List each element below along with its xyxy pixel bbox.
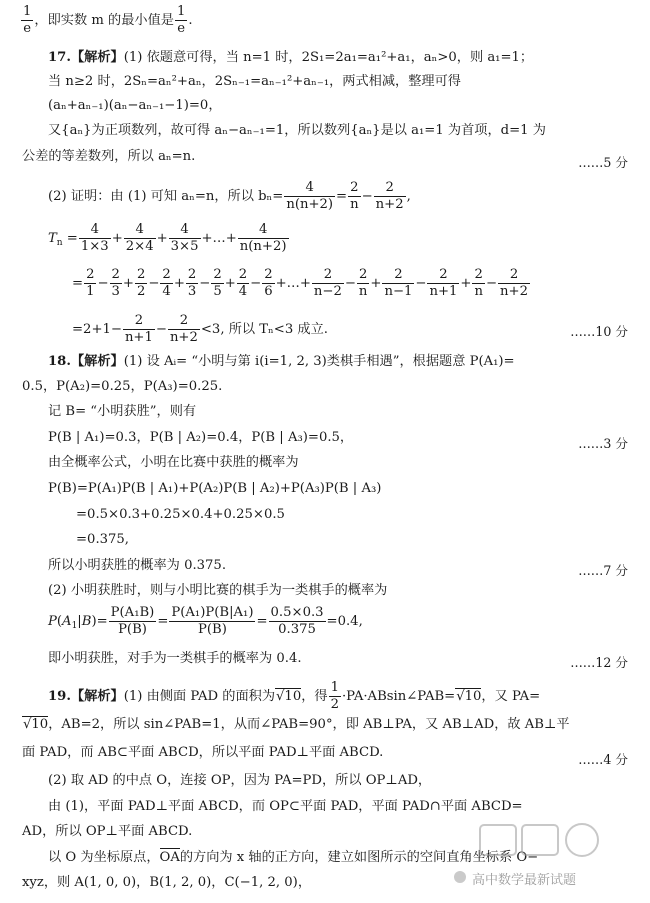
fraction-pa1b-3: $\frac{0.5\times 0.3}{0.375}$	[270, 605, 324, 637]
telescoping-operator: −	[415, 275, 427, 291]
telescoping-operator: −	[485, 275, 498, 291]
q17-line-4: 又{aₙ}为正项数列，故可得 aₙ−aₙ₋₁=1，所以数列{aₙ}是以 a₁=1 为首项，d=1 为	[48, 123, 546, 138]
q17-line-3: (aₙ+aₙ₋₁)(aₙ−aₙ₋₁−1)=0，	[48, 98, 222, 113]
q17-line-tn: $T_n$ = $\frac{4}{1\times 3}$ + $\frac{4}{2\times 4}$ + $\frac{4}{3\times 5}$ +…+ $\frac{4}{n(n+2)}$	[48, 222, 287, 254]
q17-telescoping-line	[72, 267, 531, 300]
q19-heading: 19.【解析】	[48, 688, 124, 704]
telescoping-fraction: $\frac{2}{n-2}$	[313, 267, 342, 299]
watermark-text: 高中数学最新试题	[472, 873, 577, 888]
q17-line-5: 公差的等差数列，所以 aₙ=n.	[22, 149, 196, 164]
q18-conditional-line: $P(A_1|B)=$ $\frac{\text{P(A₁B)}}{P(B)}$ = $\frac{\text{P(A₁)P(B|A₁)}}{P(B)}$ = $\frac{0.5\times 0.3}{0.375}$ =0.4,	[48, 605, 363, 637]
q18-line-1: 18.【解析】(1) 设 Aᵢ= “小明与第 i(i=1, 2, 3)类棋手相遇”，根据题意 P(A₁)=	[48, 354, 515, 369]
watermark	[442, 821, 632, 891]
telescoping-operator: −	[250, 275, 262, 291]
fraction-t1: $\frac{4}{1\times 3}$	[80, 222, 109, 254]
q18-line-7: =0.5×0.3+0.25×0.4+0.25×0.5	[76, 507, 285, 522]
q19-line-8: xyz，则 A(1, 0, 0)，B(1, 2, 0)，C(−1, 2, 0)，	[22, 875, 312, 890]
telescoping-fraction: $\frac{2}{4}$	[238, 267, 248, 299]
telescoping-fraction: $\frac{2}{1}$	[86, 267, 95, 299]
q19-line-4: (2) 取 AD 的中点 O，连接 OP，因为 PA=PD，所以 OP⊥AD，	[48, 773, 432, 788]
telescoping-operator: +	[224, 275, 236, 291]
q18-line-3: 记 B= “小明获胜”，则有	[48, 404, 197, 419]
q17-line-2: 当 n≥2 时，2Sₙ=aₙ²+aₙ，2Sₙ₋₁=aₙ₋₁²+aₙ₋₁，两式相减，整理可得	[48, 74, 461, 89]
telescoping-fraction: $\frac{2}{n+2}$	[500, 267, 528, 299]
q17-final-line: =2+1− $\frac{2}{n+1}$ − $\frac{2}{n+2}$ <3, 所以 Tₙ<3 成立.	[72, 313, 328, 345]
q19-line-3: 面 PAD，而 AB⊂平面 ABCD，所以平面 PAD⊥平面 ABCD.	[22, 745, 384, 760]
q19-line-2: √10，AB=2，所以 sin∠PAB=1，从而∠PAB=90°，即 AB⊥PA，又 AB⊥AD，故 AB⊥平	[23, 717, 570, 732]
q18-line-4: P(B | A₁)=0.3，P(B | A₂)=0.4，P(B | A₃)=0.5，	[48, 430, 354, 445]
telescoping-operator: +	[370, 275, 382, 291]
telescoping-fraction: $\frac{2}{4}$	[162, 267, 171, 299]
telescoping-fraction: $\frac{2}{2}$	[136, 267, 146, 299]
fraction-1-over-e-2: $\frac{1}{e}$	[176, 4, 186, 36]
fraction-bn: $\frac{4}{n(n+2)}$	[286, 180, 334, 212]
q17-score-5: ……5 分	[578, 155, 628, 170]
telescoping-fraction: $\frac{2}{3}$	[187, 267, 197, 299]
fraction-final-2: $\frac{2}{n+2}$	[169, 313, 198, 345]
q18-line-6: P(B)=P(A₁)P(B | A₁)+P(A₂)P(B | A₂)+P(A₃)P(B | A₃)	[48, 481, 382, 496]
q18-score-12: ……12 分	[570, 655, 628, 670]
vector-oa: OA	[159, 850, 180, 865]
q19-line-7: 以 O 为坐标原点，OA的方向为 x 轴的正方向，建立如图所示的空间直角坐标系 O−	[48, 850, 539, 865]
telescoping-operator: =	[72, 275, 84, 291]
q17-line-1: 17.【解析】(1) 依题意可得，当 n=1 时，2S₁=2a₁=a₁²+a₁，aₙ>0，则 a₁=1；	[48, 50, 534, 65]
telescoping-operator: +	[460, 275, 472, 291]
q19-score-4: ……4 分	[578, 752, 628, 767]
telescoping-operator: −	[344, 275, 356, 291]
fraction-half: $\frac{1}{2}$	[330, 680, 339, 712]
fraction-t2: $\frac{4}{2\times 4}$	[125, 222, 154, 254]
telescoping-fraction: $\frac{2}{n}$	[474, 267, 483, 299]
telescoping-operator: −	[199, 275, 211, 291]
telescoping-fraction: $\frac{2}{5}$	[213, 267, 222, 299]
telescoping-fraction: $\frac{2}{n+1}$	[429, 267, 458, 299]
telescoping-operator: +	[173, 275, 185, 291]
q18-line-8: =0.375,	[76, 532, 129, 547]
q18-line-9: 所以小明获胜的概率为 0.375.	[48, 558, 227, 573]
sqrt10-b: √10	[456, 688, 482, 704]
fraction-1-over-e: $\frac{1}{e}$	[23, 4, 32, 36]
q18-line-5: 由全概率公式，小明在比赛中获胜的概率为	[48, 455, 299, 470]
telescoping-operator: +…+	[275, 275, 311, 291]
telescoping-fraction: $\frac{2}{6}$	[264, 267, 273, 299]
q18-score-3: ……3 分	[578, 436, 628, 451]
telescoping-operator: +	[122, 275, 134, 291]
fraction-final-1: $\frac{2}{n+1}$	[124, 313, 153, 345]
q17-score-10: ……10 分	[570, 324, 628, 339]
q17-heading: 17.【解析】	[48, 50, 124, 65]
q18-heading: 18.【解析】	[48, 354, 124, 369]
q19-line-1: 19.【解析】(1) 由侧面 PAD 的面积为√10，得 $\frac{1}{2}$ ·PA·ABsin∠PAB=√10，又 PA=	[48, 680, 541, 712]
telescoping-operator: −	[97, 275, 109, 291]
q19-line-6: AD，所以 OP⊥平面 ABCD.	[22, 824, 193, 839]
fraction-tn: $\frac{4}{n(n+2)}$	[239, 222, 287, 254]
q18-line-2: 0.5，P(A₂)=0.25，P(A₃)=0.25.	[22, 379, 223, 394]
fraction-t3: $\frac{4}{3\times 5}$	[170, 222, 199, 254]
sqrt10-c: √10	[23, 717, 49, 732]
sqrt10-a: √10	[276, 688, 302, 704]
q18-line-10: (2) 小明获胜时，则与小明比赛的棋手为一类棋手的概率为	[48, 583, 388, 598]
q18-line-12: 即小明获胜，对手为一类棋手的概率为 0.4.	[48, 651, 302, 666]
fraction-bn-r1: $\frac{2}{n}$	[350, 180, 359, 212]
q19-line-5: 由 (1)，平面 PAD⊥平面 ABCD，而 OP⊂平面 PAD，平面 PAD∩平面 ABCD=	[48, 799, 523, 814]
q17-line-bn: (2) 证明：由 (1) 可知 aₙ=n，所以 bₙ= $\frac{4}{n(n+2)}$ = $\frac{2}{n}$ − $\frac{2}{n+2}$ ,	[48, 180, 411, 212]
fraction-bn-r2: $\frac{2}{n+2}$	[375, 180, 404, 212]
fraction-pa1b-1: $\frac{\text{P(A₁B)}}{P(B)}$	[110, 605, 155, 637]
line-min-m: $\frac{1}{e}$ ，即实数 m 的最小值是 $\frac{1}{e}$ .	[23, 4, 193, 36]
telescoping-fraction: $\frac{2}{3}$	[111, 267, 120, 299]
telescoping-operator: −	[148, 275, 160, 291]
telescoping-fraction: $\frac{2}{n}$	[358, 267, 368, 299]
telescoping-fraction: $\frac{2}{n-1}$	[384, 267, 413, 299]
fraction-pa1b-2: $\frac{\text{P(A₁)P(B|A₁)}}{P(B)}$	[171, 605, 254, 637]
q18-score-7: ……7 分	[578, 563, 628, 578]
